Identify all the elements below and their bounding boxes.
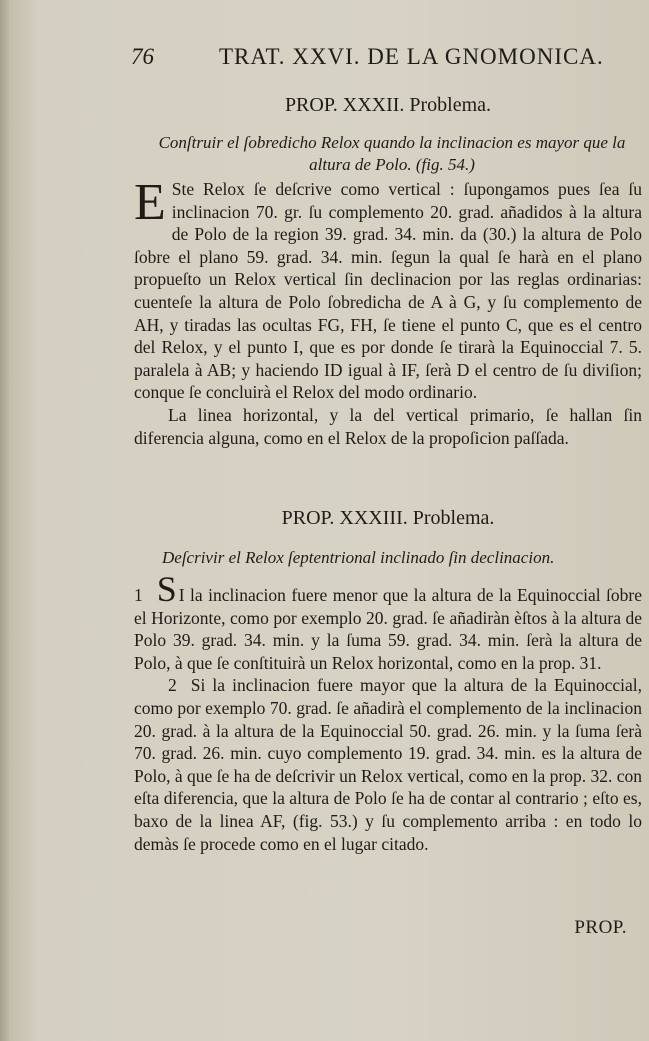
prop-32-paragraph-1-text: Ste Relox ſe deſcrive como vertical : ſupongamos pues ſea ſu inclinacion 70. gr. ſu complemento 20. grad. añadidos à la altura de Polo de la region 39. grad. 34. min. da (30.) la altura de Polo ſobre el plano 59. grad. 34. min. ſegun la qual ſe harà en el plano propueſto un Relox vertical ſin declinacion por las reglas ordinarias: cuenteſe la altura de Polo ſobredicha de A à G, y ſu complemento de AH, y tiradas las ocultas FG, FH, ſe tiene el punto C, que es el centro del Relox, y el punto I, que es por donde ſe tirarà la Equinoccial 7. 5. paralela à AB; y haciendo ID igual à IF, ſerà D el centro de ſu diviſion; conque ſe concluirà el Relox del modo ordinario.: [134, 179, 642, 403]
running-head: [131, 44, 604, 74]
prop-32-subtitle: Conſtruir el ſobredicho Relox quando la inclinacion es mayor que la altura de Polo. (fig. 54.): [158, 133, 626, 174]
prop-33-subtitle: Deſcrivir el Relox ſeptentrional inclinado ſin declinacion.: [162, 548, 555, 567]
catchword: PROP.: [574, 917, 627, 938]
paragraph-number-1: 1: [134, 585, 143, 605]
prop-32-heading: PROP. XXXII. Problema.: [284, 94, 492, 116]
prop-33-section: [134, 505, 642, 855]
prop-33-paragraph-2: [134, 674, 642, 855]
prop-32-body: [134, 174, 642, 449]
prop-32-paragraph-2: La linea horizontal, y la del vertical primario, ſe hallan ſin diferencia alguna, como en el Relox de la propoſicion paſſada.: [134, 404, 642, 448]
dropcap-e: E: [134, 174, 166, 231]
prop-33-body: [134, 569, 642, 855]
prop-33-heading: PROP. XXXIII. Problema.: [281, 507, 495, 529]
paragraph-number-2: 2: [168, 675, 177, 696]
page-number: 76: [131, 44, 154, 69]
dropcap-s: S: [156, 569, 177, 609]
running-title: TRAT. XXVI. DE LA GNOMONICA.: [219, 44, 604, 69]
prop-32-section: [134, 92, 642, 449]
prop-32-paragraph-1: [134, 174, 642, 404]
prop-33-paragraph-1: [134, 569, 642, 674]
prop-33-paragraph-1-text: I la inclinacion fuere menor que la altura de la Equinoccial ſobre el Horizonte, como por exemplo 20. grad. ſe añadiràn èſtos à la altura de Polo 39. grad. 34. min. y la ſuma 59. grad. 34. min. ſerà la altura de Polo, à que ſe conſtituirà un Relox horizontal, como en la prop. 31.: [134, 585, 642, 673]
prop-33-paragraph-2-text: Si la inclinacion fuere mayor que la altura de la Equinoccial, como por exemplo 70. grad. ſe añadirà el complemento de la inclinacion 20. grad. à la altura de la Equinoccial 50. grad. 26. min. y la ſuma ſerà 70. grad. 26. min. cuyo complemento 19. grad. 34. min. es la altura de Polo, à que ſe ha de deſcrivir un Relox vertical, como en la prop. 32. con eſta diferencia, que la altura de Polo ſe ha de contar al contrario ; eſto es, baxo de la linea AF, (fig. 53.) y ſu complemento arriba : en todo lo demàs ſe procede como en el lugar citado.: [134, 675, 642, 854]
